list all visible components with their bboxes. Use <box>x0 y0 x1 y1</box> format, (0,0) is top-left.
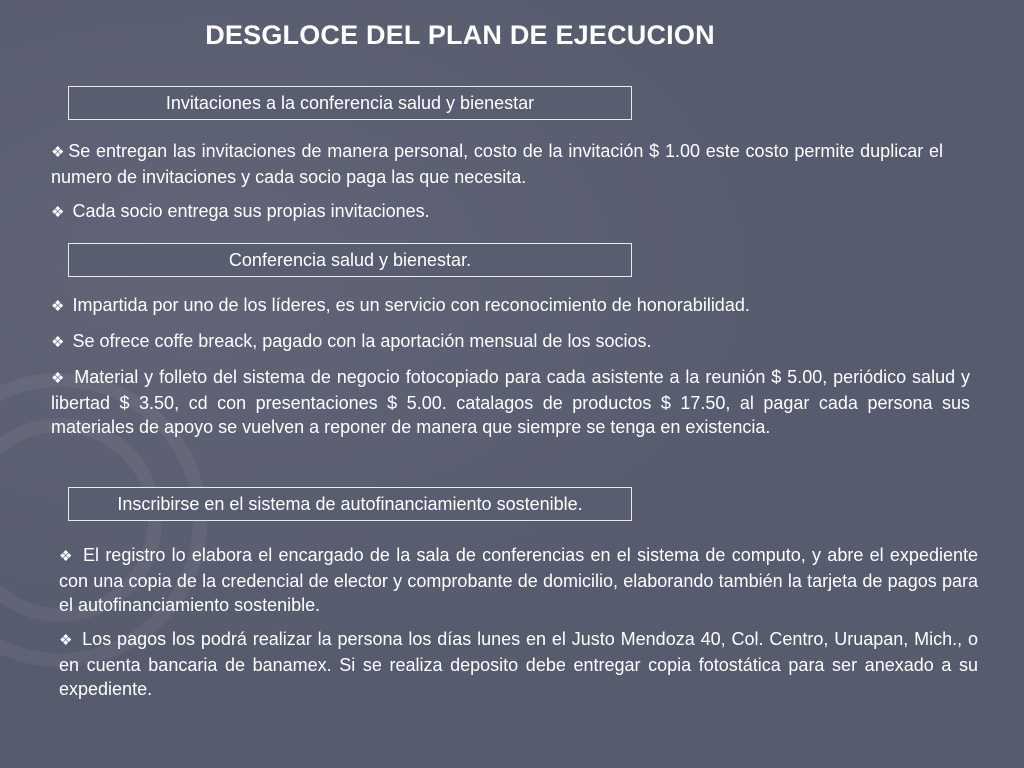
bullet-inscribirse-pagos <box>59 627 978 701</box>
section-heading-inscribirse: Inscribirse en el sistema de autofinanciamiento sostenible. <box>68 487 632 521</box>
bullet-text: Material y folleto del sistema de negocio fotocopiado para cada asistente a la reunión $ 5.00, periódico salud y libertad $ 3.50, cd con presentaciones $ 5.00. catalagos de productos $ 17.50, al pagar cada persona sus materiales de apoyo se vuelven a reponer de manera que siempre se tenga en existencia. <box>51 367 970 437</box>
section-heading-conferencia: Conferencia salud y bienestar. <box>68 243 632 277</box>
diamond-bullet-icon: ❖ <box>59 632 74 649</box>
diamond-bullet-icon: ❖ <box>51 334 65 351</box>
diamond-bullet-icon: ❖ <box>51 144 66 161</box>
bullet-text: Se entregan las invitaciones de manera personal, costo de la invitación $ 1.00 este costo permite duplicar el numero de invitaciones y cada socio paga las que necesita. <box>51 141 943 187</box>
diamond-bullet-icon: ❖ <box>51 298 65 315</box>
section-heading-invitaciones: Invitaciones a la conferencia salud y bienestar <box>68 86 632 120</box>
bullet-invitaciones-costo <box>51 139 943 189</box>
bullet-text: Se ofrece coffe breack, pagado con la aportación mensual de los socios. <box>67 331 652 351</box>
bullet-text: El registro lo elabora el encargado de la sala de conferencias en el sistema de computo, y abre el expediente con una copia de la credencial de elector y comprobante de domicilio, elaborando también la tarjeta de pagos para el autofinanciamiento sostenible. <box>59 545 978 615</box>
bullet-text: Impartida por uno de los líderes, es un servicio con reconocimiento de honorabilidad. <box>67 295 750 315</box>
bullet-conferencia-impartida <box>51 293 970 319</box>
diamond-bullet-icon: ❖ <box>59 548 74 565</box>
diamond-bullet-icon: ❖ <box>51 370 66 387</box>
bullet-text: Los pagos los podrá realizar la persona los días lunes en el Justo Mendoza 40, Col. Centro, Uruapan, Mich., o en cuenta bancaria de banamex. Si se realiza deposito debe entregar copia fotostática para ser anexado a su expediente. <box>59 629 978 699</box>
bullet-conferencia-material <box>51 365 970 439</box>
bullet-invitaciones-entrega <box>51 199 943 225</box>
bullet-conferencia-coffe <box>51 329 970 355</box>
diamond-bullet-icon: ❖ <box>51 204 65 221</box>
bullet-text: Cada socio entrega sus propias invitaciones. <box>67 201 430 221</box>
slide-title: DESGLOCE DEL PLAN DE EJECUCION <box>205 20 715 50</box>
bullet-inscribirse-registro <box>59 543 978 617</box>
